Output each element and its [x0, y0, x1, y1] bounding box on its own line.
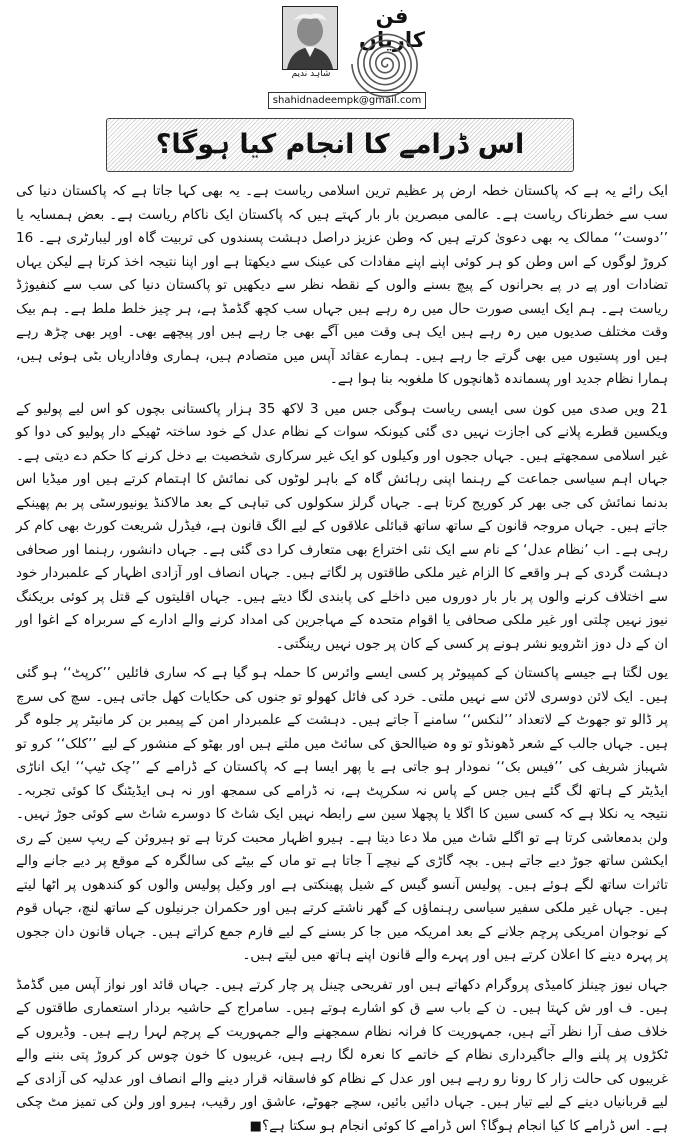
headline: اس ڈرامے کا انجام کیا ہوگا؟	[107, 127, 573, 163]
paragraph-1: ایک رائے یہ ہے کہ پاکستان خطہ ارض پر عظیم ترین اسلامی ریاست ہے۔ یہ بھی کہا جاتا ہے کہ پاکستان دنیا کی سب سے خطرناک ریاست ہے۔ عالمی مبصرین بار بار کہتے ہیں کہ پاکستان ایک ناکام ریاست ہے۔ بعض ہمسایہ یا ’’دوست‘‘ ممالک یہ بھی دعویٰ کرتے ہیں کہ وطن عزیز دراصل دہشت پسندوں کی تربیت گاہ اور لیبارٹری ہے۔ 16 کروڑ لوگوں کے اس وطن کو ہر کوئی اپنے اپنے مفادات کی عینک سے دیکھتا ہے اور اپنا نتیجہ اخذ کرتا ہے لیکن یہاں تضادات اور پے در پے بحرانوں کے پیچ بسنے والوں کے نقطہ نظر سے دیکھیں تو پاکستان دنیا کی سب سے کنفیوژڈ ریاست ہے۔ ہم ایک ایسی صورت حال میں رہ رہے ہیں جہاں سب کچھ گڈمڈ ہے، ہر چیز خلط ملط ہے۔ ہم بیک وقت مختلف صدیوں میں رہ رہے ہیں ایک ہی وقت میں آگے بھی جا رہے ہیں اور پیچھے بھی۔ اوپر بھی چڑھ رہے ہیں اور پستیوں میں بھی گرتے جا رہے ہیں۔ ہمارے عقائد آپس میں متصادم ہیں، ہماری وفاداریاں بٹی ہوئی ہیں، ہمارا نظام جدید اور پسماندہ ڈھانچوں کا ملغوبہ بنا ہوا ہے۔	[16, 180, 668, 392]
headline-box	[106, 118, 574, 172]
author-email: shahidnadeempk@gmail.com	[268, 92, 426, 109]
author-photo	[282, 6, 338, 70]
paragraph-2: 21 ویں صدی میں کون سی ایسی ریاست ہوگی جس میں 3 لاکھ 35 ہزار پاکستانی بچوں کو اس لیے پولیو کے ویکسین قطرے پلانے کی اجازت نہیں دی گئی کیونکہ سوات کے نظام عدل کے خود ساختہ ٹھیکے دار پولیو کی دوا کو غیر اسلامی سمجھتے ہیں۔ جہاں ججوں اور وکیلوں کو ایک غیر سرکاری شخصیت بے دخل کرنے کا حکم دے دیتی ہے۔ جہاں اہم سیاسی جماعت کے رہنما اپنی رہائش گاہ کے باہر لوٹوں کی نمائش کا اہتمام کرتے ہیں اور میڈیا اس بدنما نمائش کی جی بھر کر کوریج کرتا ہے۔ جہاں گرلز سکولوں کی تباہی کے بعد مالاکنڈ یونیورسٹی پر بم پھینکے جاتے ہیں۔ جہاں مروجہ قانون کے ساتھ ساتھ قبائلی علاقوں کے لیے الگ قانون ہے، فیڈرل شریعت کورٹ بھی کام کر رہی ہے۔ اب ’نظام عدل‘ کے نام سے ایک نئی اختراع بھی متعارف کرا دی گئی ہے۔ جہاں دانشور، رہنما اور صحافی دہشت گردی کے ہر واقعے کا الزام غیر ملکی طاقتوں پر لگاتے ہیں۔ جہاں انصاف اور آزادی اظہار کے علمبردار خود سے اختلاف کرنے والوں پر بار بار دوروں میں داخلے کی پابندی لگا دیتے ہیں۔ جہاں اقلیتوں کے قتل پر کوئی بریکنگ نیوز نہیں چلتی اور غیر ملکی صحافی یا اقوام متحدہ کے مہاجرین کی امداد کرنے والے ادارے کے سربراہ کے اغوا اور ان کے دل دوز انٹرویو نشر ہونے پر کسی کے کان پر جوں نہیں رینگتی۔	[16, 398, 668, 657]
column-title: فن کاریاں	[342, 4, 442, 52]
article-body	[16, 180, 668, 1072]
paragraph-4	[16, 974, 668, 1138]
spiral-logo-icon	[350, 28, 422, 100]
author-name: شاہد ندیم	[282, 69, 340, 79]
end-mark-icon: ■	[250, 1119, 262, 1134]
paragraph-3: یوں لگتا ہے جیسے پاکستان کے کمپیوٹر پر کسی ایسے وائرس کا حملہ ہو گیا ہے کہ ساری فائلیں ’’کرپٹ‘‘ ہو گئی ہیں۔ ایک لائن دوسری لائن سے نہیں ملتی۔ خرد کی فائل کھولو تو جنوں کی حکایات کھل جاتی ہیں۔ سچ کی سرچ پر ڈالو تو جھوٹ کے لاتعداد ’’لنکس‘‘ سامنے آ جاتے ہیں۔ دہشت کے علمبردار امن کے پیمبر بن کر مانیٹر پر جلوہ گر ہیں۔ جہاں جالب کے شعر ڈھونڈو تو وہ ضیاالحق کی سائٹ میں ملتے ہیں اور بھٹو کے منشور کے لیے ’’کلک‘‘ کرو تو شہباز شریف کی ’’فیس بک‘‘ نمودار ہو جاتی ہے یا پھر ایسا ہے کہ پاکستان کے ڈرامے کے ’’چک ٹیپ‘‘ ایک اناڑی ایڈیٹر کے ہاتھ لگ گئے ہیں جس کے پاس نہ سکرپٹ ہے، نہ ڈرامے کی سمجھ اور نہ ہی ایڈیٹنگ کا کوئی تجربہ۔ نتیجہ یہ نکلا ہے کہ کسی سین کا اگلا یا پچھلا سین سے رابطہ نہیں ایک شاٹ کا دوسرے شاٹ سے کوئی جوڑ نہیں۔ ولن بدمعاشی کرتا ہے تو اگلے شاٹ میں ملا دعا دیتا ہے۔ ہیرو اظہار محبت کرتا ہے تو ہیروئن کے ریپ سین کے ری ایکشن ساتھ جوڑ دیے جاتے ہیں۔ بچہ گاڑی کے نیچے آ جاتا ہے تو ماں کے بیٹے کی سالگرہ کے موقع پر دیے جانے والے تاثرات ساتھ لگے ہوئے ہیں۔ پولیس آنسو گیس کے شیل پھینکتی ہے اور وکیل پولیس والوں کو کندھوں پر اٹھا لیتے ہیں۔ جہاں غیر ملکی سفیر سیاسی رہنماؤں کے گھر ناشتے کرتے ہیں اور حکمران جرنیلوں کے ساتھ لنچ، جہاں قوم کے نوجوان امریکی پرچم جلانے کے بعد امریکہ میں جا کر بسنے کے لیے فارم جمع کراتے ہیں۔ جہاں قانون دان ججوں پر پہرہ دینے کا اعلان کرتے ہیں اور پہرے والے قانون اپنے ہاتھ میں لیتے ہیں۔	[16, 662, 668, 968]
paragraph-4-text: جہاں نیوز چینلز کامیڈی پروگرام دکھاتے ہیں اور تفریحی چینل پر چار کرتے ہیں۔ جہاں قائد اور نواز آپس میں گڈمڈ ہیں۔ ف اور ش کہتا ہیں۔ ن کے باب سے ق کو اشارے ہوتے ہیں۔ سامراج کے حاشیہ بردار استعماری طاقتوں کے خلاف صف آرا نظر آتے ہیں، جمہوریت کا فرانہ نظام سمجھنے والے جمہوریت کے پرچم لہرا رہے ہیں۔ وڈیروں کے ٹکڑوں پر پلنے والے جاگیرداری نظام کے خاتمے کا نعرہ لگا رہے ہیں، غریبوں کا خون چوس کر کروڑ پتی بننے والے غریبوں کی حالت زار کا رونا رو رہے ہیں اور عدل کے نظام کو فاسقانہ قرار دینے والے انصاف اور عدلیہ کی آزادی کے لیے قربانیاں دینے کے لیے تیار ہیں۔ جہاں دائیں بائیں، سچے جھوٹے، عاشق اور رقیب، ہیرو اور ولن کی تمیز مٹ چکی ہے۔ اس ڈرامے کا کیا انجام ہوگا؟ اس ڈرامے کا کوئی انجام ہو سکتا ہے؟	[16, 977, 668, 1134]
